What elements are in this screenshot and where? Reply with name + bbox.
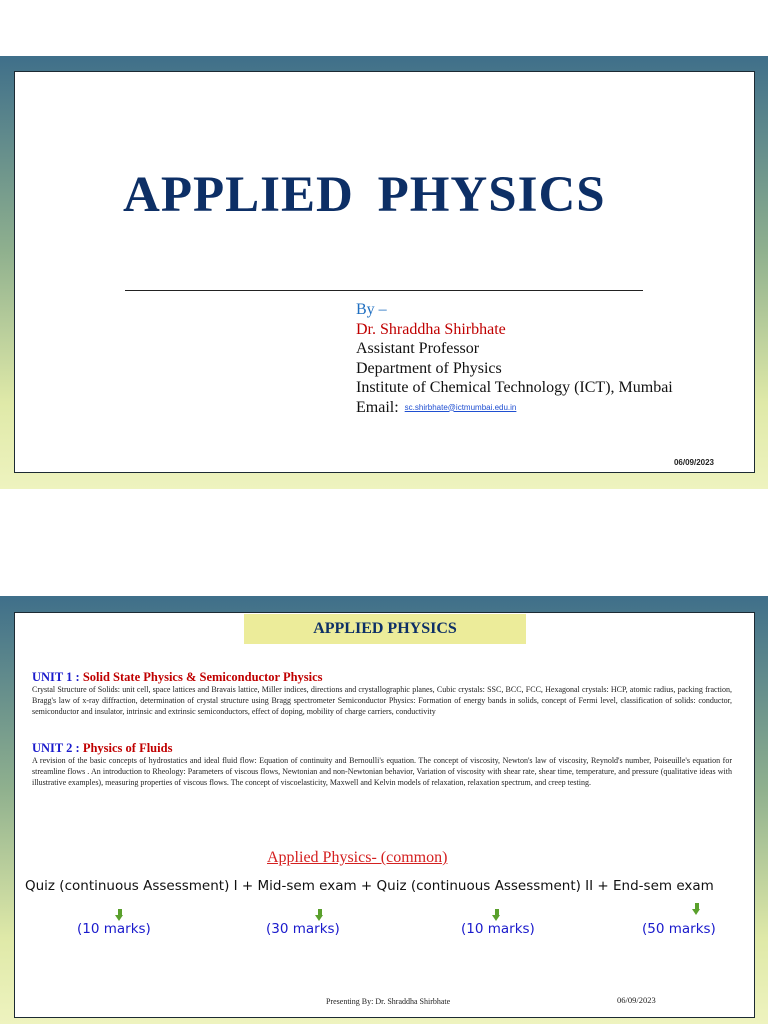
unit-2-title: Physics of Fluids [82,741,173,755]
title-slide [0,56,768,489]
email-label: Email: [356,398,399,416]
syllabus-banner: APPLIED PHYSICS [244,614,526,644]
presenter-footer: Presenting By: Dr. Shraddha Shirbhate [326,997,451,1006]
unit-2-block [32,741,732,788]
arrow-down-icon [492,909,501,921]
common-heading: Applied Physics- (common) [267,849,448,866]
unit-2-number: UNIT 2 : [32,741,80,755]
main-title: APPLIED PHYSICS [123,167,606,223]
assessment-formula: Quiz (continuous Assessment) I + Mid-sem exam + Quiz (continuous Assessment) II + End-sem exam [25,878,714,894]
email-row [356,398,673,418]
marks-end-sem: (50 marks) [642,921,716,937]
slide1-date: 06/09/2023 [673,458,714,467]
title-slide-content [14,71,755,473]
unit-1-number: UNIT 1 : [32,670,80,684]
title-divider [125,290,643,291]
email-link[interactable]: sc.shirbhate@ictmumbai.edu.in [404,402,517,412]
unit-1-text: Crystal Structure of Solids: unit cell, space lattices and Bravais lattice, Miller indices, directions and crystallographic planes, Cubic crystals: SSC, BCC, FCC, Hexagonal crystals: HCP, atomic radius, packing fraction, Bragg's law of x-ray diffraction, determination of crystal structure using Bragg spectrometer Semiconductor Physics: Formation of energy bands in solids, concept of Fermi level, classification of solids: conductor, semiconductor and insulator, intrinsic and extrinsic semiconductors, effect of doping, mobility of charge carriers, conductivity [32,685,732,716]
author-name: Dr. Shraddha Shirbhate [356,320,506,338]
syllabus-slide-content [14,612,755,1018]
arrow-down-icon [115,909,124,921]
author-block [356,300,673,417]
unit-1-heading [32,670,732,684]
marks-mid-sem: (30 marks) [266,921,340,937]
syllabus-slide [0,596,768,1024]
slide2-date: 06/09/2023 [617,995,656,1005]
by-label: By – [356,301,387,318]
unit-2-text: A revision of the basic concepts of hydrostatics and ideal fluid flow: Equation of continuity and Bernoulli's equation. The concept of viscosity, Newton's law of viscosity, Reynold's number, Poiseuille's equation for streamline flows . An introduction to Rheology: Parameters of viscous flows, Newtonian and non-Newtonian behavior, Variation of viscosity with shear rate, shear time, temperature, and pressure (qualitative ideas with illustrative examples), measuring properties of viscous flows. The concept of viscoelasticity, Maxwell and Kelvin models of relaxation, relaxation spectrum, and creep testing. [32,756,732,787]
arrow-down-icon [315,909,324,921]
unit-1-title: Solid State Physics & Semiconductor Physics [82,670,323,684]
marks-quiz-2: (10 marks) [461,921,535,937]
author-department: Department of Physics [356,359,502,377]
marks-quiz-1: (10 marks) [77,921,151,937]
unit-1-block [32,670,732,717]
arrow-down-icon [692,903,701,915]
author-institute: Institute of Chemical Technology (ICT), Mumbai [356,379,673,396]
unit-2-heading [32,741,732,755]
author-designation: Assistant Professor [356,340,480,357]
